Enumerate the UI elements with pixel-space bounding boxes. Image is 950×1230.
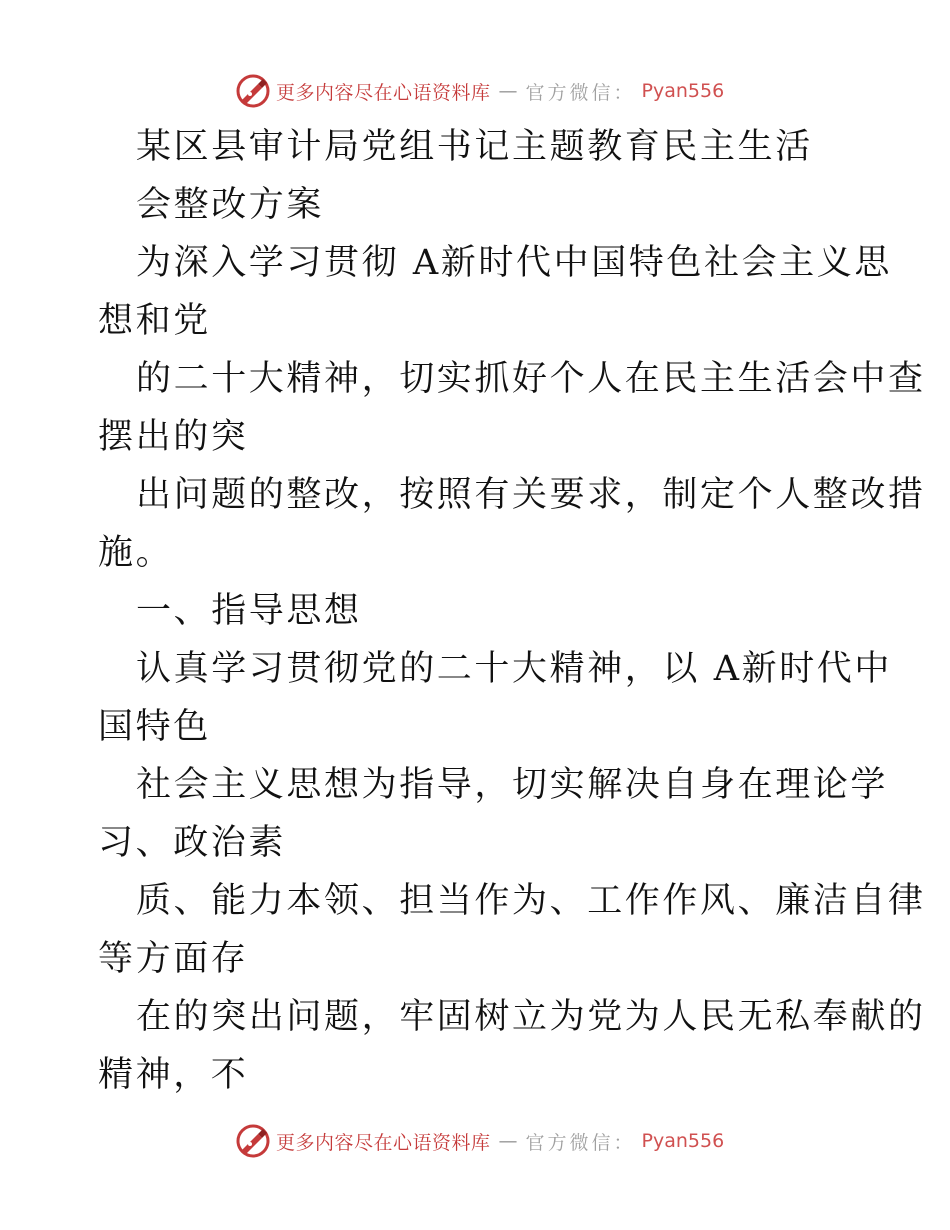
watermark-header — [236, 74, 724, 108]
watermark-footer — [236, 1124, 724, 1158]
watermark-wechat-label: 官方微信： — [525, 81, 636, 104]
paragraph-line: 的二十大精神，切实抓好个人在民主生活会中查 — [136, 359, 926, 399]
paragraph-line: 等方面存 — [98, 939, 249, 979]
watermark-separator: — — [498, 1130, 518, 1152]
paragraph-line: 摆出的突 — [98, 417, 249, 457]
paragraph-line: 在的突出问题，牢固树立为党为人民无私奉献的 — [136, 997, 926, 1037]
watermark-separator: — — [498, 80, 518, 102]
watermark-wechat-label: 官方微信： — [525, 1131, 636, 1154]
watermark-wechat-id: Pyan556 — [641, 1130, 725, 1152]
paragraph-line: 精神，不 — [98, 1055, 249, 1095]
paragraph-line: 认真学习贯彻党的二十大精神，以 A新时代中 — [136, 649, 893, 689]
pen-logo-icon — [236, 74, 270, 108]
paragraph-line: 社会主义思想为指导，切实解决自身在理论学 — [136, 765, 889, 805]
pen-logo-icon — [236, 1124, 270, 1158]
watermark-wechat-id: Pyan556 — [641, 80, 725, 102]
document-title-line-1: 某区县审计局党组书记主题教育民主生活 — [136, 127, 813, 167]
paragraph-line: 出问题的整改，按照有关要求，制定个人整改措 — [136, 475, 926, 515]
paragraph-line: 质、能力本领、担当作为、工作作风、廉洁自律 — [136, 881, 926, 921]
section-heading: 一、指导思想 — [136, 591, 362, 631]
document-body — [98, 118, 926, 1104]
paragraph-line: 为深入学习贯彻 A新时代中国特色社会主义思 — [136, 243, 893, 283]
paragraph-line: 国特色 — [98, 707, 211, 747]
paragraph-line: 想和党 — [98, 301, 211, 341]
paragraph-line: 习、政治素 — [98, 823, 287, 863]
watermark-text: 更多内容尽在心语资料库 — [276, 1131, 491, 1154]
watermark-text: 更多内容尽在心语资料库 — [276, 81, 491, 104]
paragraph-line: 施。 — [98, 533, 174, 573]
document-title-line-2: 会整改方案 — [136, 185, 325, 225]
